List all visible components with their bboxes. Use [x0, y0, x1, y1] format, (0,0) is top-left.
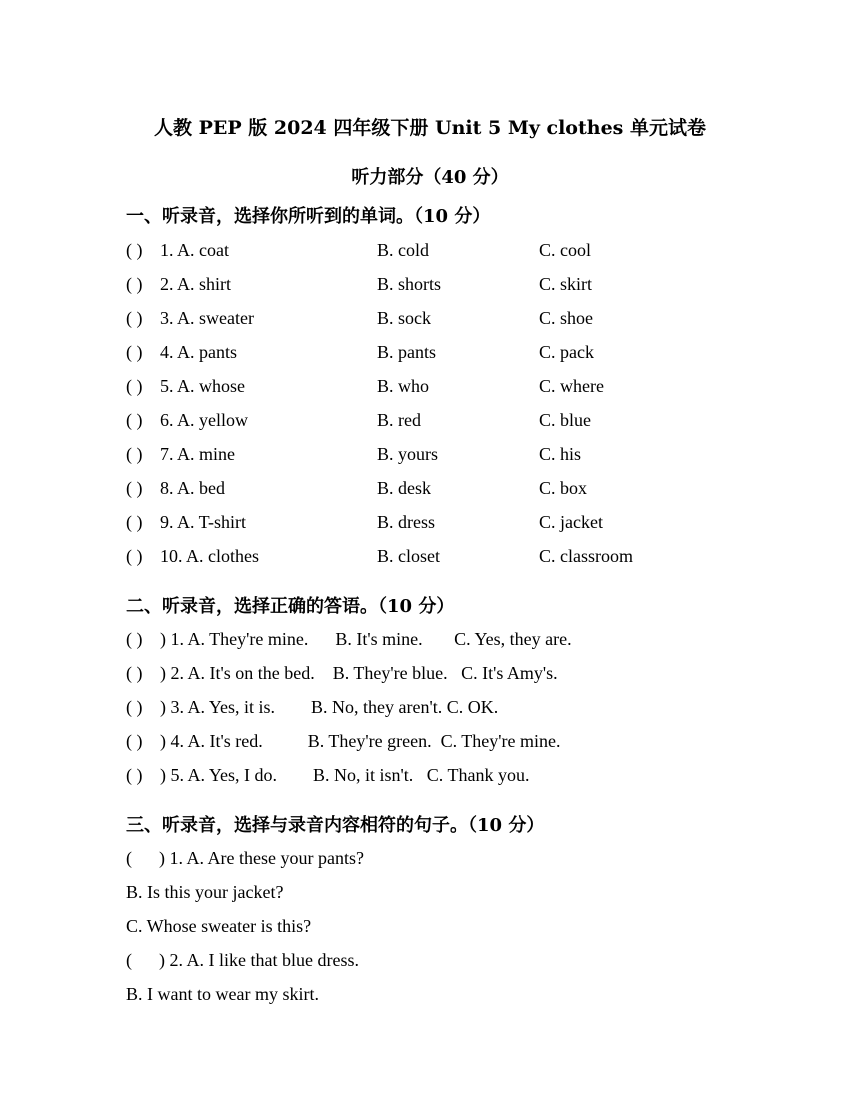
answer-bracket[interactable]: ( )	[126, 342, 143, 362]
answer-bracket[interactable]: ( )	[126, 376, 143, 396]
option-b: B. closet	[377, 546, 440, 566]
option-a: 10. A. clothes	[160, 546, 259, 566]
option-a: 1. A. coat	[160, 240, 229, 260]
answer-bracket[interactable]: ( )	[126, 308, 143, 328]
option-c: C. shoe	[539, 308, 593, 328]
section3-heading: 三、听录音，选择与录音内容相符的句子。（10 分）	[126, 815, 545, 836]
question-line: ( ) 1. A. Are these your pants?	[126, 848, 364, 868]
option-c: C. classroom	[539, 546, 633, 566]
option-c: C. blue	[539, 410, 591, 430]
option-c: C. where	[539, 376, 604, 396]
option-line: C. Whose sweater is this?	[126, 916, 312, 936]
option-a: 6. A. yellow	[160, 410, 248, 430]
option-b: B. sock	[377, 308, 431, 328]
section-subtitle: 听力部分（40 分）	[351, 167, 509, 188]
option-c: C. his	[539, 444, 582, 464]
answer-bracket[interactable]: ( )	[126, 240, 143, 260]
answer-bracket[interactable]: ( )	[126, 629, 143, 649]
answer-bracket[interactable]: ( )	[126, 444, 143, 464]
question-line: ( ) 2. A. I like that blue dress.	[126, 950, 359, 970]
option-b: B. shorts	[377, 274, 442, 294]
question-text: ) 5. A. Yes, I do. B. No, it isn't. C. Thank you.	[160, 765, 530, 785]
page-title: 人教 PEP 版 2024 四年级下册 Unit 5 My clothes 单元试卷	[154, 117, 706, 139]
question-text: ) 3. A. Yes, it is. B. No, they aren't. C. OK.	[160, 697, 499, 717]
answer-bracket[interactable]: ( )	[126, 546, 143, 566]
option-b: B. who	[377, 376, 430, 396]
answer-bracket[interactable]: ( )	[126, 697, 143, 717]
option-c: C. pack	[539, 342, 594, 362]
option-c: C. jacket	[539, 512, 603, 532]
option-a: 5. A. whose	[160, 376, 245, 396]
option-line: B. I want to wear my skirt.	[126, 984, 319, 1004]
answer-bracket[interactable]: ( )	[126, 765, 143, 785]
option-a: 9. A. T-shirt	[160, 512, 247, 532]
question-text: ) 1. A. They're mine. B. It's mine. C. Yes, they are.	[160, 629, 572, 649]
option-b: B. desk	[377, 478, 431, 498]
option-a: 3. A. sweater	[160, 308, 254, 328]
section2-heading: 二、听录音，选择正确的答语。（10 分）	[126, 596, 455, 617]
answer-bracket[interactable]: ( )	[126, 512, 143, 532]
option-b: B. yours	[377, 444, 439, 464]
question-text: ) 4. A. It's red. B. They're green. C. They're mine.	[160, 731, 561, 751]
option-b: B. cold	[377, 240, 429, 260]
option-c: C. skirt	[539, 274, 593, 294]
question-text: ) 2. A. It's on the bed. B. They're blue. C. It's Amy's.	[160, 663, 558, 683]
answer-bracket[interactable]: ( )	[126, 663, 143, 683]
option-b: B. pants	[377, 342, 437, 362]
option-c: C. cool	[539, 240, 591, 260]
option-b: B. dress	[377, 512, 435, 532]
option-a: 8. A. bed	[160, 478, 225, 498]
option-b: B. red	[377, 410, 421, 430]
option-line: B. Is this your jacket?	[126, 882, 284, 902]
option-c: C. box	[539, 478, 588, 498]
option-a: 7. A. mine	[160, 444, 235, 464]
answer-bracket[interactable]: ( )	[126, 731, 143, 751]
option-a: 4. A. pants	[160, 342, 238, 362]
option-a: 2. A. shirt	[160, 274, 232, 294]
answer-bracket[interactable]: ( )	[126, 410, 143, 430]
answer-bracket[interactable]: ( )	[126, 274, 143, 294]
answer-bracket[interactable]: ( )	[126, 478, 143, 498]
section1-heading: 一、听录音，选择你所听到的单词。（10 分）	[126, 206, 491, 227]
